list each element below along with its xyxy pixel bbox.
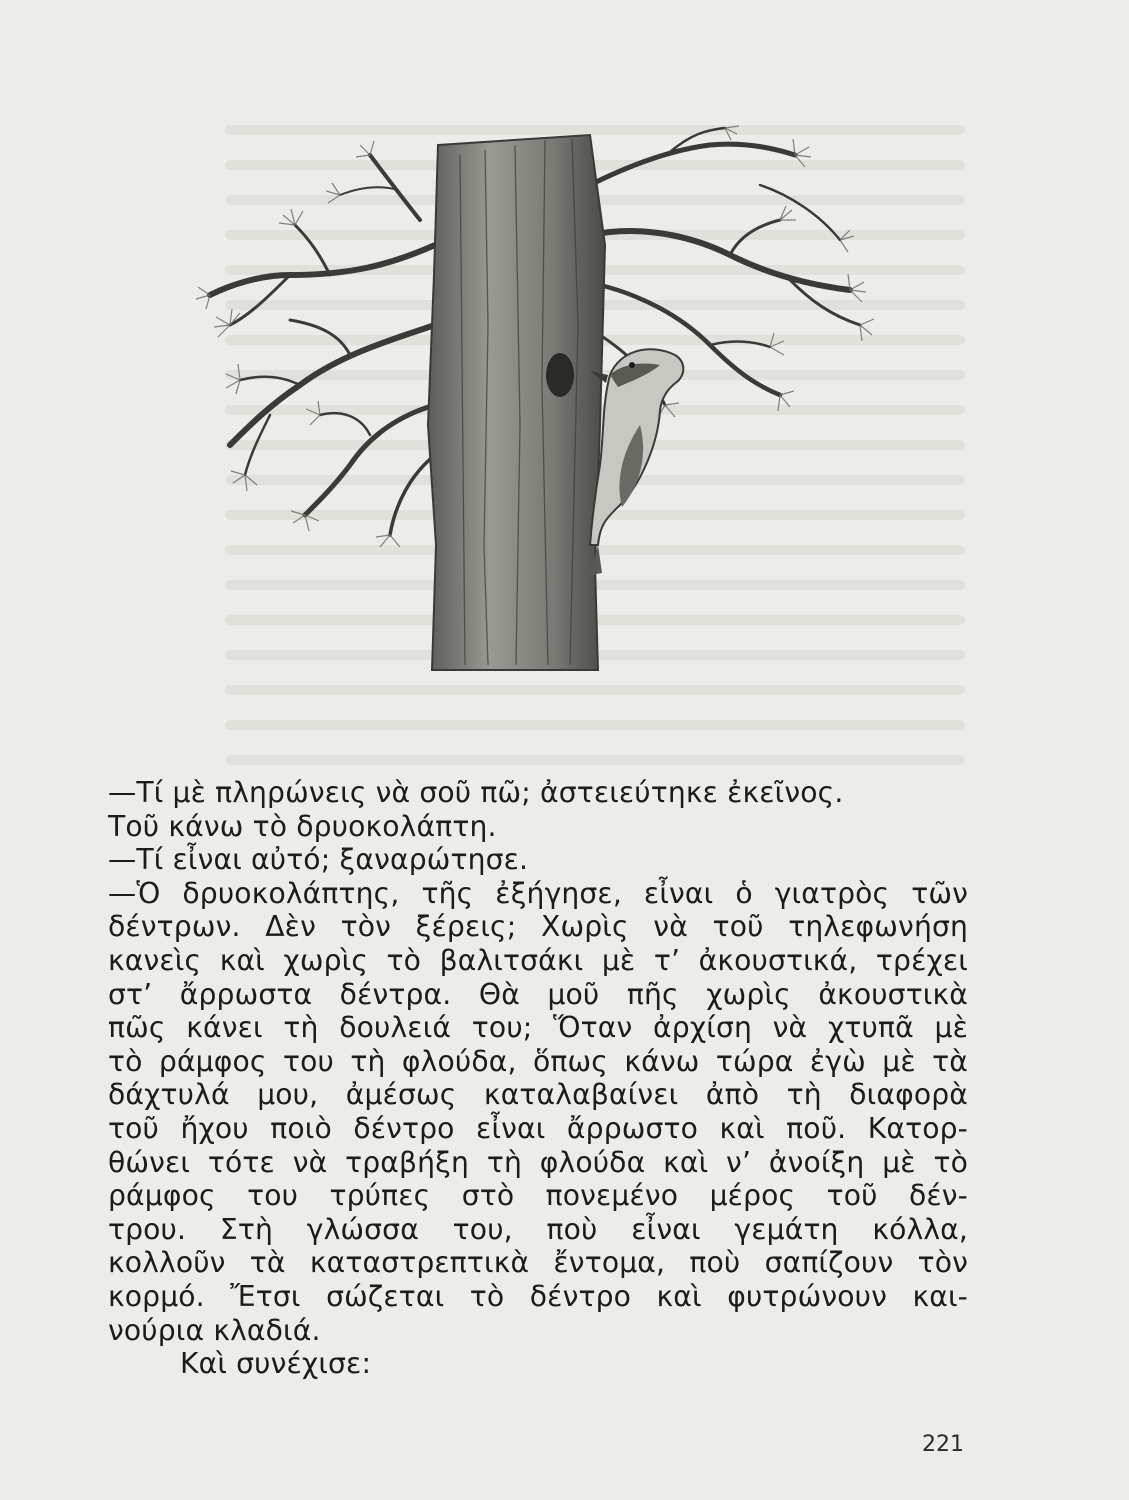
woodpecker-bird (590, 349, 683, 575)
text-line: στ’ ἄρρωστα δέντρα. Θὰ μοῦ πῆς χωρὶς ἀκουστικὰ (108, 977, 968, 1011)
text-line: τὸ ράμφος του τὴ φλούδα, ὅπως κάνω τώρα ἐγὼ μὲ τὰ (108, 1044, 968, 1078)
left-branches (210, 155, 435, 535)
tree-hole (546, 353, 574, 397)
page-number: 221 (922, 1432, 964, 1457)
text-line: κορμό. Ἔτσι σώζεται τὸ δέντρο καὶ φυτρώνουν και- (108, 1279, 968, 1313)
text-line: νούρια κλαδιά. (108, 1313, 321, 1347)
text-line: θώνει τότε νὰ τραβήξη τὴ φλούδα καὶ ν’ ἀνοίξη μὲ τὸ (108, 1145, 968, 1179)
pine-needles-left (196, 141, 400, 547)
text-line: —Τί μὲ πληρώνεις νὰ σοῦ πῶ; ἀστειεύτηκε ἐκεῖνος. (108, 776, 844, 809)
text-line: ράμφος του τρύπες στὸ πονεμένο μέρος τοῦ δέν- (108, 1179, 968, 1213)
text-line: —Τί εἶναι αὐτό; ξαναρώτησε. (108, 843, 529, 877)
text-line: τοῦ ἤχου ποιὸ δέντρο εἶναι ἄρρωστο καὶ ποῦ. Κατορ- (108, 1111, 968, 1145)
text-line: κανεὶς καὶ χωρὶς τὸ βαλιτσάκι μὲ τ’ ἀκουστικά, τρέχει (108, 943, 968, 977)
woodpecker-illustration (170, 125, 930, 675)
text-line: Τοῦ κάνω τὸ δρυοκολάπτη. (108, 809, 497, 843)
text-line: κολλοῦν τὰ καταστρεπτικὰ ἔντομα, ποὺ σαπίζουν τὸν (108, 1246, 968, 1280)
text-line: δέντρων. Δὲν τὸν ξέρεις; Χωρὶς νὰ τοῦ τηλεφωνήση (108, 910, 968, 944)
text-line: Καὶ συνέχισε: (180, 1347, 372, 1381)
text-line: δάχτυλά μου, ἀμέσως καταλαβαίνει ἀπὸ τὴ διαφορὰ (108, 1078, 968, 1112)
text-line: —Ὁ δρυοκολάπτης, τῆς ἐξήγησε, εἶναι ὁ γιατρὸς τῶν (108, 876, 968, 910)
text-line: τρου. Στὴ γλώσσα του, ποὺ εἶναι γεμάτη κόλλα, (108, 1212, 968, 1246)
main-text (108, 776, 968, 1381)
text-line: πῶς κάνει τὴ δουλειά του; Ὅταν ἀρχίση νὰ χτυπᾶ μὲ (108, 1011, 968, 1045)
